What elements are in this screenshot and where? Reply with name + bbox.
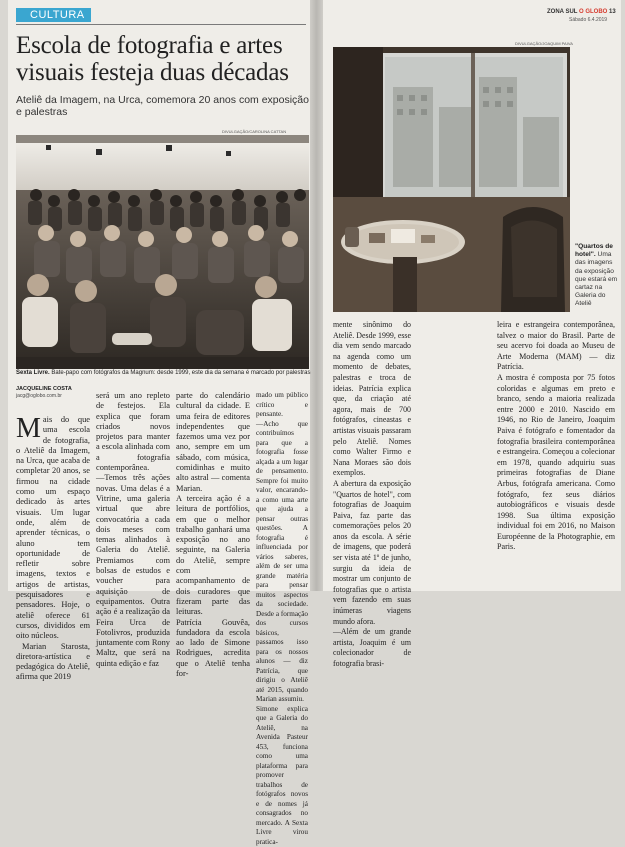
folio-paper: O GLOBO bbox=[579, 9, 608, 15]
body-col-4: mado um público crítico e pensante. —Acho que contribuímos para que a fotografia fosse alçada a um lugar de pensamento. Sempre foi muito valor, encarando-a como uma arte que ajuda a pensar outras questões. A fotografia é influenciada por vários saberes, além de ser uma grande matéria para pensar muitos aspectos da sociedade. Desde a formação dos cursos básicos, passamos isso para os nossos alunos — diz Patrícia, que dirigiu o Ateliê até 2015, quando Marian assumiu. Simone explica que a Galeria do Ateliê, na Avenida Pasteur 453, funciona como uma plataforma para promover trabalhos de fotógrafos novos e de nomes já consagrados no mercado. A Sexta Livre virou pratica- bbox=[256, 391, 308, 846]
folio-page: 13 bbox=[609, 9, 616, 15]
col1-lead: ais do que uma escola de fotografia, o Ateliê da Imagem, na Urca, que acaba de completar 20 anos, se firmou na cidade como um espaço dedicado às artes visuais. Um lugar onde, além de aprender técnicas, o aluno tem oportunidade de refletir sobre imagens, textos e artigos de artistas, pesquisadores e pensadores. Hoje, o ateliê oferece 61 cursos, divididos em oito núcleos. bbox=[16, 415, 90, 641]
photo1-caption-text: Bate-papo com fotógrafos da Magnum: desde 1999, este dia da semana é marcado por palestras bbox=[49, 370, 311, 376]
header-rule bbox=[16, 24, 306, 25]
body-col-6: leira e estrangeira contemporânea, talvez o maior do Brasil. Parte de seu acervo foi doada ao Museu de Arte Moderna (MAM) — diz Patrícia. A mostra é composta por 75 fotos coloridas e algumas em preto e branco, sendo a maioria realizada entre 2000 e 2010. Nascido em 1946, no Rio de Janeiro, Joaquim Paiva é fotógrafo e fomentador da fotografia brasileira contemporânea e estrangeira. Começou a colecionar em 1978, quando adquiriu suas primeiras fotografias de Diane Arbus, fotógrafa americana. Como fotógrafo, fez seus diários autobiográficos e visuais desde 1998. Sua última exposição individual foi em 2016, no Maison Européenne de la Photographie, em Paris. bbox=[497, 320, 615, 552]
hotel-room-photo bbox=[333, 47, 570, 312]
photo2-caption bbox=[575, 243, 621, 309]
byline-email: jacg@oglobo.com.br bbox=[16, 393, 62, 399]
subheadline: Ateliê da Imagem, na Urca, comemora 20 anos com exposição e palestras bbox=[16, 94, 309, 118]
photo1-caption bbox=[16, 370, 311, 376]
workshop-photo bbox=[16, 135, 309, 369]
photo1-credit: DIVULGAÇÃO/CAROLINA CATTAN bbox=[222, 129, 287, 134]
page-gutter bbox=[310, 0, 323, 591]
folio-date: Sábado 6.4.2019 bbox=[569, 17, 608, 23]
folio bbox=[547, 9, 616, 15]
body-col-3: parte do calendário cultural da cidade. E uma feira de editores independentes que fazemos uma vez por ano, sempre em um sábado, com música, comidinhas e muito alto astral — comenta Marian. A terceira ação é a leitura de portfólios, em que o melhor trabalho ganhará uma exposição no ano seguinte, na Galeria do Ateliê, sempre com acompanhamento de dois curadores que fizeram parte das leituras. Patrícia Gouvêa, fundadora da escola ao lado de Simone Rodrigues, acredita que o Ateliê tenha for- bbox=[176, 391, 250, 679]
photo2-caption-text: Uma das imagens da exposição que estará em cartaz na Galeria do Ateliê bbox=[575, 251, 618, 308]
section-tag: CULTURA bbox=[16, 8, 91, 22]
byline: JACQUELINE COSTA bbox=[16, 386, 72, 392]
body-col-5: mente sinônimo do Ateliê. Desde 1999, esse dia vem sendo marcado na agenda como um momento de debates, palestras e troca de ideias. Patrícia explica que, da criação até agora, mais de 700 fotógrafos, cineastas e artistas visuais passaram pelo Ateliê. Nomes como Walter Firmo e Nana Moraes são dois exemplos. A abertura da exposição "Quartos de hotel", com fotografias de Joaquim Paiva, faz parte das comemorações pelos 20 anos da escola. A série de imagens, que poderá ser vista até 1º de junho, surgiu da ideia de mostrar um conjunto de fotografias que o artista vem fazendo em suas inúmeras viagens mundo afora. —Além de um grande artista, Joaquim é um colecionador de fotografia brasi- bbox=[333, 320, 411, 668]
body-col-2: será um ano repleto de festejos. Ela explica que foram criados novos projetos para manter a escola alinhada com a fotografia contemporânea. —Temos três ações novas. Uma delas é a Vitrine, uma galeria virtual que abre convocatória a cada dois meses com temas alinhados à Galeria do Ateliê. Premiamos com bolsas de estudos e voucher para aquisição de equipamentos. Outra ação é a realização da Feira Urca de Fotolivros, produzida juntamente com Rony Maltz, que será na quinta edição e faz bbox=[96, 391, 170, 668]
photo2-caption-bold: "Quartos de hotel". bbox=[575, 243, 613, 259]
photo2-credit: DIVULGAÇÃO/JOAQUIM PAIVA bbox=[515, 41, 573, 46]
headline: Escola de fotografia e artes visuais festeja duas décadas bbox=[16, 32, 289, 86]
col1-p2: Marian Starosta, diretora-artística e pedagógica do Ateliê, afirma que 2019 bbox=[16, 641, 90, 682]
body-col-5b bbox=[415, 320, 471, 588]
dropcap: M bbox=[16, 413, 41, 444]
folio-section: ZONA SUL bbox=[547, 9, 578, 15]
photo1-caption-bold: Sexta Livre. bbox=[16, 370, 50, 376]
body-col-1 bbox=[16, 415, 90, 683]
workshop-photo-illustration bbox=[16, 135, 309, 369]
hotel-room-photo-illustration bbox=[333, 47, 570, 312]
